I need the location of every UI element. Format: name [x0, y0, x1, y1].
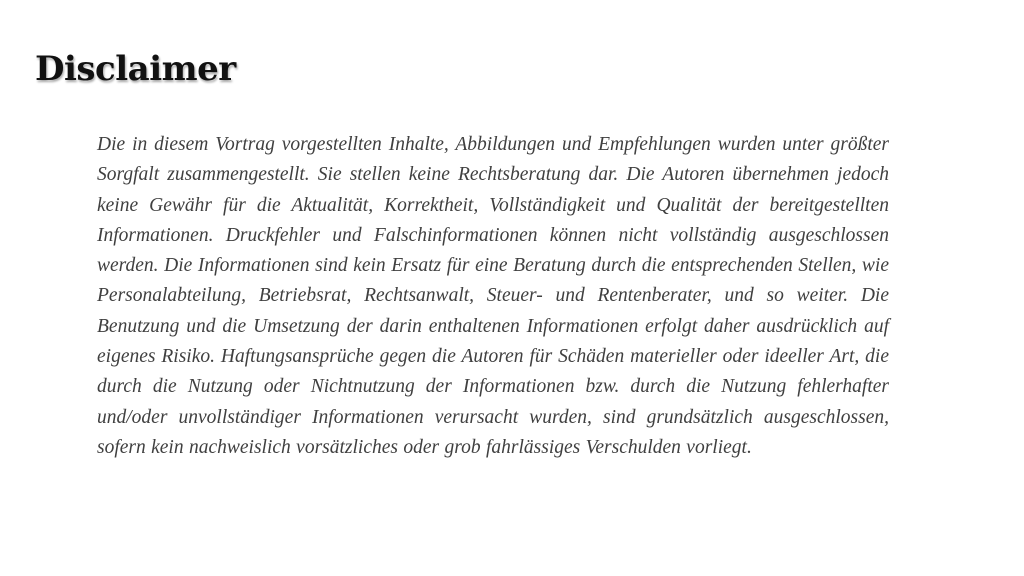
- slide-title: Disclaimer: [35, 49, 236, 89]
- disclaimer-text: Die in diesem Vortrag vorgestellten Inhalte, Abbildungen und Empfehlungen wurden unter größter Sorgfalt zusammengestellt. Sie stellen keine Rechtsberatung dar. Die Autoren übernehmen jedoch keine Gewähr für die Aktualität, Korrektheit, Vollständigkeit und Qualität der bereitgestellten Informationen. Druckfehler und Falschinformationen können nicht vollständig ausgeschlossen werden. Die Informationen sind kein Ersatz für eine Beratung durch die entsprechenden Stellen, wie Personalabteilung, Betriebsrat, Rechtsanwalt, Steuer- und Rentenberater, und so weiter. Die Benutzung und die Umsetzung der darin enthaltenen Informationen erfolgt daher ausdrücklich auf eigenes Risiko. Haftungsansprüche gegen die Autoren für Schäden materieller oder ideeller Art, die durch die Nutzung oder Nichtnutzung der Informationen bzw. durch die Nutzung fehlerhafter und/oder unvollständiger Informationen verursacht wurden, sind grundsätzlich ausgeschlossen, sofern kein nachweislich vorsätzliches oder grob fahrlässiges Verschulden vorliegt.: [97, 134, 889, 458]
